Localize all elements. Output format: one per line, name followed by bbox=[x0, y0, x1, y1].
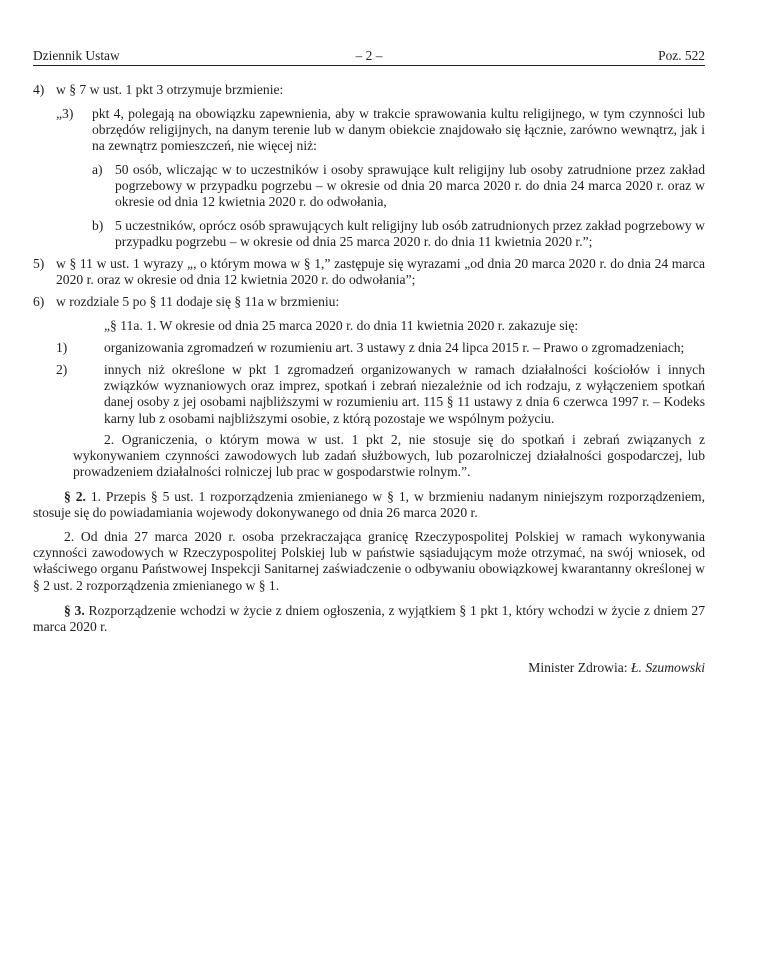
item-number: 5) bbox=[33, 256, 45, 271]
letter-a-label: a) bbox=[92, 162, 103, 177]
letter-a-text: 50 osób, wliczając w to uczestników i osoby sprawujące kult religijny lub osoby zatrudnione przez zakład pogrzebowy w przypadku pogrzebu – w okresie od dnia 20 marca 2020 r. do dnia 24 marca 2020 r. oraz w okresie od dnia 12 kwietnia 2020 r. do odwołania, bbox=[115, 162, 705, 210]
item-6 bbox=[33, 294, 705, 310]
item-4 bbox=[33, 82, 705, 98]
item-text: w § 7 w ust. 1 pkt 3 otrzymuje brzmienie: bbox=[56, 82, 284, 97]
signature-title: Minister Zdrowia: bbox=[528, 660, 628, 675]
item-number: 6) bbox=[33, 294, 45, 309]
section-3-text: Rozporządzenie wchodzi w życie z dniem ogłoszenia, z wyjątkiem § 1 pkt 1, który wchodzi w życie z dniem 27 marca 2020 r. bbox=[33, 603, 706, 635]
position-number: Poz. 522 bbox=[658, 48, 705, 63]
point-text: innych niż określone w pkt 1 zgromadzeń organizowanych w ramach działalności kościołów i innych związków wyznaniowych oraz imprez, spotkań i zebrań niezależnie od ich rodzaju, z wyłączeniem spotkań danej osoby z jej osobami najbliższymi w rozumieniu art. 115 § 11 ustawy z dnia 6 czerwca 1997 r. – Kodeks karny lub z osobami najbliższymi osobie, z którą pozostaje we wspólnym pożyciu. bbox=[104, 362, 705, 426]
signature-name: Ł. Szumowski bbox=[630, 660, 705, 675]
subitem-number: „3) bbox=[56, 106, 74, 121]
section-11a-point-1 bbox=[33, 340, 705, 356]
letter-b-label: b) bbox=[92, 218, 104, 233]
page-number: – 2 – bbox=[355, 48, 383, 63]
page-header bbox=[33, 48, 705, 66]
item-number: 4) bbox=[33, 82, 45, 97]
section-2-label: § 2. bbox=[64, 489, 86, 504]
section-2-ust-2-text: 2. Od dnia 27 marca 2020 r. osoba przekraczająca granicę Rzeczypospolitej Polskiej w ramach wykonywania czynności zawodowych w Rzeczypospolitej Polskiej lub w państwie sąsiadującym może otrzymać, na swój wniosek, od właściwego organu Państwowej Inspekcji Sanitarnej zaświadczenie o odbywaniu obowiązkowej kwarantanny określonej w § 2 ust. 2 rozporządzenia zmienianego w § 1. bbox=[33, 529, 705, 593]
subitem-3 bbox=[33, 106, 705, 155]
section-3-label: § 3. bbox=[64, 603, 85, 618]
journal-title: Dziennik Ustaw bbox=[33, 48, 120, 63]
section-2-ust-2 bbox=[33, 529, 705, 594]
item-5 bbox=[33, 256, 705, 288]
section-11a-intro-text: „§ 11a. 1. W okresie od dnia 25 marca 2020 r. do dnia 11 kwietnia 2020 r. zakazuje się: bbox=[104, 318, 579, 333]
point-number: 1) bbox=[56, 340, 68, 355]
section-11a-ust-2 bbox=[33, 432, 705, 481]
section-11a-ust-2-text: 2. Ograniczenia, o którym mowa w ust. 1 pkt 2, nie stosuje się do spotkań i zebrań związanych z wykonywaniem czynności zawodowych lub zadań służbowych, lub pozarolniczej działalności gospodarczej, lub prowadzeniem działalności rolniczej lub prac w gospodarstwie rolnym.”. bbox=[73, 432, 705, 480]
section-11a-intro bbox=[33, 318, 705, 334]
item-text: w § 11 w ust. 1 wyrazy „, o którym mowa w § 1,” zastępuje się wyrazami „od dnia 20 marca 2020 r. do dnia 24 marca 2020 r. oraz w okresie od dnia 12 kwietnia 2020 r. do odwołania”; bbox=[56, 256, 705, 288]
section-11a-point-2 bbox=[33, 362, 705, 427]
point-text: organizowania zgromadzeń w rozumieniu art. 3 ustawy z dnia 24 lipca 2015 r. – Prawo o zgromadzeniach; bbox=[104, 340, 685, 355]
subitem-text: pkt 4, polegają na obowiązku zapewnienia, aby w trakcie sprawowania kultu religijnego, w tym czynności lub obrzędów religijnych, na danym terenie lub w danym obiekcie znajdowało się łącznie, zarówno wewnątrz, jak i na zewnątrz pomieszczeń, nie więcej niż: bbox=[92, 106, 705, 154]
point-number: 2) bbox=[56, 362, 68, 377]
letter-b-text: 5 uczestników, oprócz osób sprawujących kult religijny lub osób zatrudnionych przez zakład pogrzebowy w przypadku pogrzebu – w okresie od dnia 25 marca 2020 r. do dnia 11 kwietnia 2020 r.”; bbox=[115, 218, 705, 250]
letter-a bbox=[33, 162, 705, 211]
letter-b bbox=[33, 218, 705, 250]
section-3 bbox=[33, 603, 705, 635]
signature bbox=[33, 660, 705, 676]
section-2-ust-1 bbox=[33, 489, 705, 521]
section-2-ust-1-text: 1. Przepis § 5 ust. 1 rozporządzenia zmienianego w § 1, w brzmieniu nadanym niniejszym rozporządzeniem, stosuje się do powiadamiania wojewody dokonywanego od dnia 26 marca 2020 r. bbox=[33, 489, 706, 521]
item-text: w rozdziale 5 po § 11 dodaje się § 11a w brzmieniu: bbox=[56, 294, 340, 309]
